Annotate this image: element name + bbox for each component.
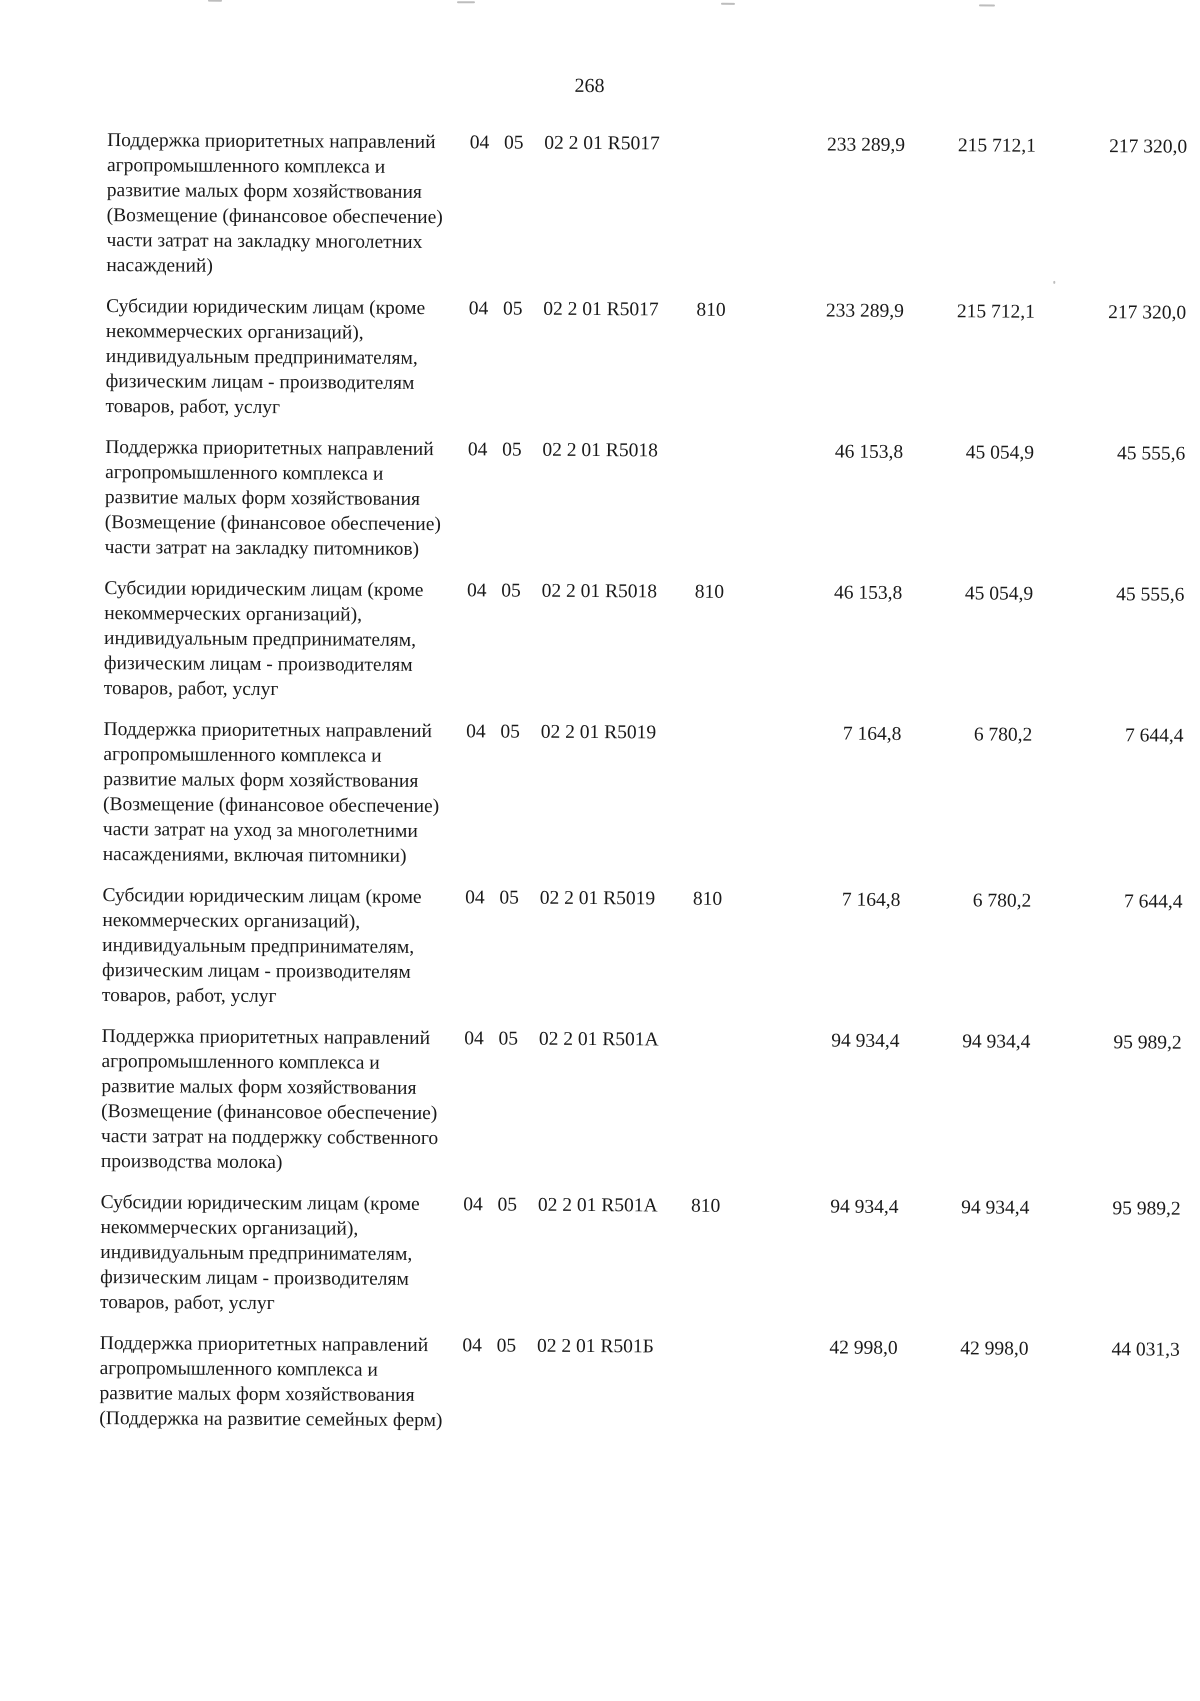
target-article-code: 02 2 01 R5017	[544, 132, 660, 155]
section-code: 04	[469, 132, 490, 154]
amount-year-3: 95 989,2	[1113, 1032, 1182, 1054]
amount-year-1: 46 153,8	[834, 441, 904, 463]
expense-type-code	[695, 439, 754, 580]
amount-year-3: 45 555,6	[1116, 584, 1185, 606]
expense-type-code	[689, 1335, 748, 1451]
amount-year-1: 233 289,9	[826, 134, 906, 156]
subsection-code: 05	[500, 721, 521, 743]
row-description: Поддержка приоритетных направлений агропромышленного комплекса и развитие малых форм хозяйствования (Возмещение (финансовое обеспечение) части затрат на уход за многолетними насаждениями, включая питомники)	[102, 719, 440, 867]
amount-year-3: 7 644,4	[1123, 891, 1183, 913]
table-row	[106, 128, 1187, 301]
scan-speck	[208, 0, 222, 2]
amount-year-2: 94 934,4	[961, 1197, 1030, 1219]
target-article-code: 02 2 01 R5019	[540, 721, 657, 744]
expense-type-code: 810	[696, 299, 726, 321]
row-description: Поддержка приоритетных направлений агропромышленного комплекса и развитие малых форм хозяйствования (Возмещение (финансовое обеспечение) части затрат на поддержку собственного производства молока)	[100, 1026, 439, 1174]
amount-year-3: 95 989,2	[1112, 1198, 1181, 1220]
amount-year-2: 6 780,2	[972, 890, 1032, 912]
expense-type-code: 810	[692, 888, 723, 910]
section-code: 04	[468, 298, 489, 320]
page-number: 268	[574, 74, 605, 98]
amount-year-3: 217 320,0	[1108, 302, 1187, 324]
scan-speck	[979, 4, 995, 6]
subsection-code: 05	[502, 439, 522, 461]
table-row	[99, 1331, 1180, 1454]
amount-year-3: 45 555,6	[1116, 443, 1186, 465]
expense-type-code	[697, 132, 756, 298]
scan-speck	[1053, 281, 1055, 284]
target-article-code: 02 2 01 R501A	[538, 1028, 659, 1051]
target-article-code: 02 2 01 R501Б	[536, 1335, 654, 1358]
section-code: 04	[467, 439, 488, 461]
target-article-code: 02 2 01 R5017	[543, 298, 659, 321]
table-row	[104, 576, 1185, 724]
table-row	[101, 1024, 1182, 1197]
amount-year-1: 7 164,8	[842, 723, 902, 745]
subsection-code: 05	[501, 580, 521, 602]
amount-year-1: 94 934,4	[830, 1196, 899, 1218]
expense-type-code	[691, 1028, 750, 1194]
table-row	[102, 883, 1183, 1031]
amount-year-3: 7 644,4	[1124, 725, 1184, 747]
scan-speck	[457, 1, 475, 3]
target-article-code: 02 2 01 R501A	[537, 1194, 658, 1217]
row-description: Субсидии юридическим лицам (кроме некоммерческих организаций), индивидуальным предпринимателям, физическим лицам - производителям товаров, работ, услуг	[103, 578, 424, 701]
expense-type-code: 810	[690, 1195, 721, 1217]
row-description: Поддержка приоритетных направлений агропромышленного комплекса и развитие малых форм хозяйствования (Возмещение (финансовое обеспечение) части затрат на закладку питомников)	[104, 437, 441, 560]
row-description: Поддержка приоритетных направлений агропромышленного комплекса и развитие малых форм хозяйствования (Возмещение (финансовое обеспечение) части затрат на закладку многолетних насаждений)	[106, 130, 443, 277]
subsection-code: 05	[502, 298, 523, 320]
target-article-code: 02 2 01 R5018	[542, 439, 658, 462]
subsection-code: 05	[498, 1028, 519, 1050]
amount-year-1: 94 934,4	[831, 1030, 900, 1052]
amount-year-1: 7 164,8	[841, 889, 901, 911]
budget-table	[99, 128, 1187, 1454]
amount-year-2: 45 054,9	[964, 583, 1034, 605]
scan-speck	[721, 3, 735, 5]
amount-year-1: 42 998,0	[829, 1337, 898, 1359]
subsection-code: 05	[499, 887, 519, 909]
amount-year-2: 6 780,2	[973, 724, 1033, 746]
table-row	[104, 435, 1185, 583]
amount-year-2: 215 712,1	[957, 135, 1037, 157]
section-code: 04	[466, 580, 487, 602]
amount-year-2: 42 998,0	[960, 1338, 1029, 1360]
expense-type-code	[693, 721, 752, 887]
amount-year-3: 44 031,3	[1111, 1339, 1180, 1361]
section-code: 04	[463, 1194, 483, 1216]
row-description: Субсидии юридическим лицам (кроме некоммерческих организаций), индивидуальным предпринимателям, физическим лицам - производителям товаров, работ, услуг	[99, 1192, 420, 1315]
row-description: Субсидии юридическим лицам (кроме некоммерческих организаций), индивидуальным предпринимателям, физическим лицам - производителям товаров, работ, услуг	[105, 296, 426, 419]
expense-type-code: 810	[694, 581, 725, 603]
amount-year-2: 94 934,4	[962, 1031, 1031, 1053]
section-code: 04	[465, 887, 485, 909]
section-code: 04	[462, 1335, 483, 1357]
table-row	[105, 294, 1186, 442]
amount-year-1: 46 153,8	[833, 582, 903, 604]
budget-table-body	[99, 128, 1187, 1454]
amount-year-3: 217 320,0	[1109, 136, 1188, 158]
row-description: Субсидии юридическим лицам (кроме некоммерческих организаций), индивидуальным предпринимателям, физическим лицам - производителям товаров, работ, услуг	[101, 885, 422, 1008]
subsection-code: 05	[496, 1335, 517, 1357]
amount-year-2: 215 712,1	[956, 301, 1035, 323]
row-description: Поддержка приоритетных направлений агропромышленного комплекса и развитие малых форм хозяйствования (Поддержка на развитие семейных ферм)	[99, 1333, 443, 1432]
table-row	[103, 717, 1184, 890]
section-code: 04	[464, 1028, 484, 1050]
target-article-code: 02 2 01 R5018	[541, 580, 658, 603]
subsection-code: 05	[503, 132, 524, 154]
amount-year-2: 45 054,9	[965, 442, 1035, 464]
table-row	[100, 1190, 1181, 1338]
target-article-code: 02 2 01 R5019	[539, 887, 656, 910]
section-code: 04	[466, 721, 486, 743]
subsection-code: 05	[497, 1194, 518, 1216]
amount-year-1: 233 289,9	[825, 300, 905, 322]
